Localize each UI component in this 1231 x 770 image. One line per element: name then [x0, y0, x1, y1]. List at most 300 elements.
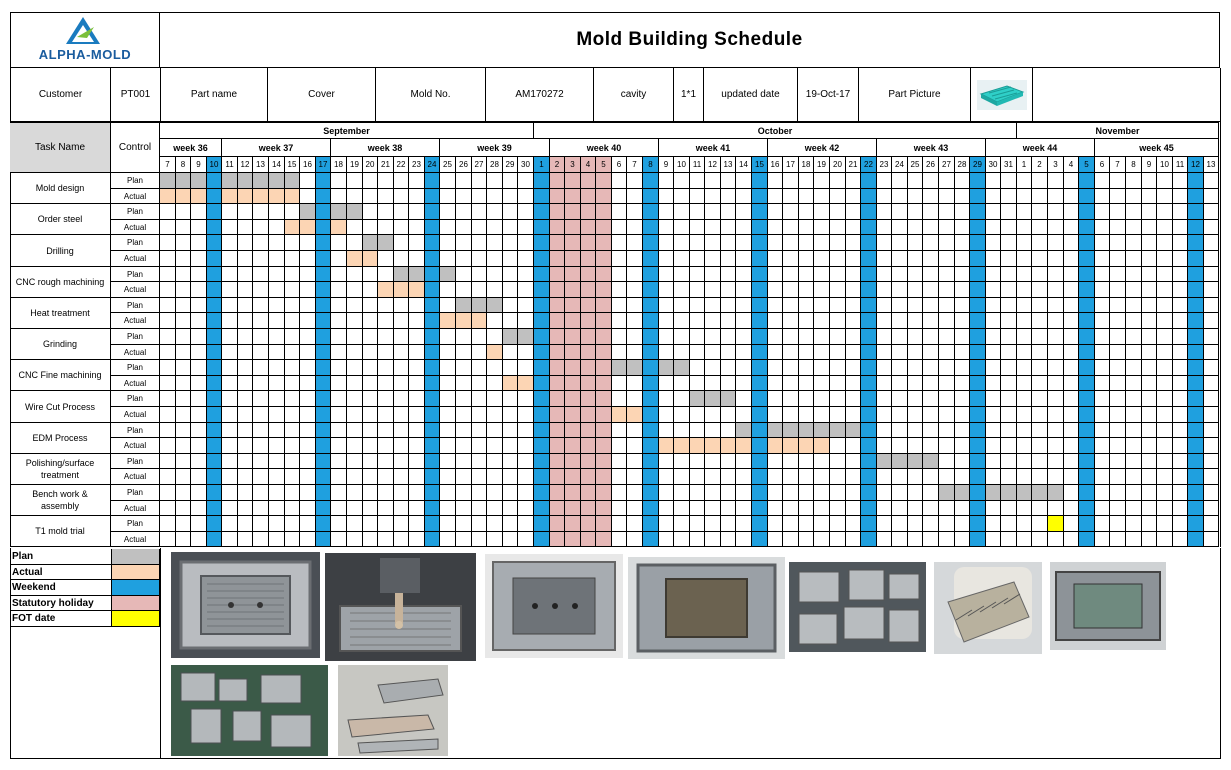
- grid-cell: [440, 360, 456, 376]
- grid-cell: [269, 454, 285, 469]
- grid-cell: [1173, 329, 1188, 345]
- grid-cell: [830, 391, 846, 407]
- grid-cell: [612, 391, 627, 407]
- grid-cell: [269, 438, 285, 454]
- grid-cell: [347, 501, 363, 516]
- grid-cell: [892, 313, 908, 329]
- plan-bar-cell: [721, 391, 736, 407]
- grid-cell: [1204, 235, 1219, 251]
- grid-cell: [581, 298, 596, 313]
- grid-cell: [160, 313, 176, 329]
- task-name: Bench work & assembly: [10, 485, 111, 516]
- grid-cell: [877, 173, 892, 189]
- mold-plate-photo: [171, 552, 320, 658]
- grid-cell: [503, 454, 518, 469]
- grid-cell: [176, 516, 191, 532]
- grid-cell: [627, 189, 643, 204]
- grid-cell: [846, 485, 861, 501]
- grid-cell: [518, 454, 534, 469]
- grid-cell: [908, 407, 923, 423]
- grid-cell: [1079, 204, 1095, 220]
- grid-cell: [207, 485, 222, 501]
- grid-cell: [1032, 391, 1048, 407]
- grid-cell: [394, 407, 409, 423]
- grid-cell: [378, 189, 394, 204]
- grid-cell: [892, 204, 908, 220]
- grid-cell: [1188, 298, 1204, 313]
- grid-cell: [721, 235, 736, 251]
- grid-cell: [176, 438, 191, 454]
- grid-cell: [690, 532, 705, 547]
- grid-cell: [409, 313, 425, 329]
- grid-cell: [970, 391, 986, 407]
- grid-cell: [892, 345, 908, 360]
- grid-cell: [1173, 532, 1188, 547]
- grid-cell: [705, 485, 721, 501]
- actual-bar-cell: [768, 438, 783, 454]
- grid-cell: [627, 485, 643, 501]
- grid-cell: [472, 345, 487, 360]
- grid-cell: [970, 267, 986, 282]
- grid-cell: [440, 173, 456, 189]
- grid-cell: [331, 313, 347, 329]
- grid-cell: [690, 469, 705, 485]
- grid-cell: [503, 235, 518, 251]
- grid-cell: [659, 204, 674, 220]
- customer-label: Customer: [10, 68, 110, 122]
- grid-cell: [1204, 220, 1219, 235]
- grid-cell: [1064, 235, 1079, 251]
- grid-cell: [440, 501, 456, 516]
- grid-cell: [627, 501, 643, 516]
- grid-cell: [363, 485, 378, 501]
- grid-cell: [1017, 298, 1032, 313]
- grid-cell: [456, 501, 472, 516]
- grid-cell: [394, 189, 409, 204]
- grid-cell: [830, 313, 846, 329]
- grid-cell: [550, 454, 565, 469]
- grid-cell: [425, 407, 440, 423]
- grid-cell: [160, 235, 176, 251]
- grid-cell: [814, 220, 830, 235]
- grid-cell: [659, 189, 674, 204]
- grid-cell: [347, 298, 363, 313]
- day-cell: 29: [970, 157, 986, 173]
- grid-cell: [970, 313, 986, 329]
- grid-cell: [331, 469, 347, 485]
- plan-bar-cell: [799, 423, 814, 438]
- grid-cell: [316, 189, 331, 204]
- grid-cell: [1188, 282, 1204, 298]
- grid-cell: [565, 267, 581, 282]
- grid-cell: [238, 407, 253, 423]
- grid-cell: [627, 173, 643, 189]
- grid-cell: [643, 189, 659, 204]
- grid-cell: [627, 282, 643, 298]
- grid-cell: [425, 532, 440, 547]
- day-cell: 2: [550, 157, 565, 173]
- grid-cell: [814, 313, 830, 329]
- grid-cell: [799, 282, 814, 298]
- grid-cell: [581, 189, 596, 204]
- grid-cell: [1001, 469, 1017, 485]
- grid-cell: [378, 267, 394, 282]
- grid-cell: [721, 485, 736, 501]
- grid-cell: [347, 345, 363, 360]
- grid-cell: [799, 360, 814, 376]
- grid-cell: [814, 376, 830, 391]
- grid-cell: [363, 282, 378, 298]
- grid-cell: [830, 516, 846, 532]
- grid-cell: [581, 329, 596, 345]
- grid-cell: [768, 360, 783, 376]
- day-cell: 23: [877, 157, 892, 173]
- grid-cell: [1188, 313, 1204, 329]
- grid-cell: [1188, 469, 1204, 485]
- grid-cell: [768, 204, 783, 220]
- plan-bar-cell: [1017, 485, 1032, 501]
- grid-cell: [1142, 469, 1157, 485]
- grid-cell: [690, 329, 705, 345]
- grid-cell: [861, 407, 877, 423]
- grid-cell: [643, 267, 659, 282]
- steel-blocks-photo: [789, 562, 926, 652]
- grid-cell: [674, 485, 690, 501]
- grid-cell: [518, 469, 534, 485]
- grid-cell: [503, 469, 518, 485]
- grid-cell: [472, 235, 487, 251]
- grid-cell: [1095, 532, 1110, 547]
- grid-cell: [1095, 376, 1110, 391]
- grid-cell: [394, 469, 409, 485]
- grid-cell: [440, 298, 456, 313]
- grid-cell: [908, 360, 923, 376]
- grid-cell: [1126, 501, 1142, 516]
- grid-cell: [612, 516, 627, 532]
- grid-cell: [1126, 438, 1142, 454]
- grid-cell: [472, 360, 487, 376]
- grid-cell: [1048, 251, 1064, 267]
- grid-cell: [503, 423, 518, 438]
- grid-cell: [316, 532, 331, 547]
- grid-cell: [581, 407, 596, 423]
- grid-cell: [347, 485, 363, 501]
- grid-cell: [440, 532, 456, 547]
- grid-cell: [799, 532, 814, 547]
- grid-cell: [846, 235, 861, 251]
- grid-cell: [487, 173, 503, 189]
- grid-cell: [970, 235, 986, 251]
- grid-cell: [363, 298, 378, 313]
- grid-cell: [830, 329, 846, 345]
- day-cell: 8: [643, 157, 659, 173]
- grid-cell: [316, 391, 331, 407]
- plan-bar-cell: [877, 454, 892, 469]
- grid-cell: [316, 220, 331, 235]
- grid-cell: [923, 438, 939, 454]
- grid-cell: [316, 407, 331, 423]
- grid-cell: [612, 532, 627, 547]
- grid-cell: [1048, 407, 1064, 423]
- grid-cell: [736, 516, 752, 532]
- grid-cell: [923, 282, 939, 298]
- grid-cell: [736, 407, 752, 423]
- grid-cell: [643, 438, 659, 454]
- grid-cell: [659, 282, 674, 298]
- grid-cell: [1142, 423, 1157, 438]
- grid-cell: [503, 438, 518, 454]
- grid-cell: [690, 485, 705, 501]
- grid-cell: [472, 516, 487, 532]
- grid-cell: [736, 235, 752, 251]
- grid-cell: [300, 376, 316, 391]
- grid-cell: [939, 469, 955, 485]
- grid-cell: [596, 485, 612, 501]
- grid-cell: [1017, 313, 1032, 329]
- grid-cell: [674, 220, 690, 235]
- grid-cell: [986, 282, 1001, 298]
- plan-bar-cell: [191, 173, 207, 189]
- grid-cell: [612, 454, 627, 469]
- part-name-value: Cover: [267, 68, 375, 122]
- grid-cell: [269, 485, 285, 501]
- grid-cell: [191, 345, 207, 360]
- grid-cell: [830, 173, 846, 189]
- day-cell: 12: [705, 157, 721, 173]
- grid-cell: [160, 423, 176, 438]
- grid-cell: [923, 298, 939, 313]
- grid-cell: [207, 438, 222, 454]
- grid-cell: [736, 298, 752, 313]
- actual-bar-cell: [191, 189, 207, 204]
- grid-cell: [316, 235, 331, 251]
- grid-cell: [253, 204, 269, 220]
- grid-cell: [581, 313, 596, 329]
- day-cell: 16: [768, 157, 783, 173]
- grid-cell: [1110, 189, 1126, 204]
- grid-cell: [565, 204, 581, 220]
- day-cell: 10: [674, 157, 690, 173]
- control-actual-label: Actual: [111, 532, 160, 547]
- grid-cell: [690, 189, 705, 204]
- grid-cell: [955, 173, 970, 189]
- grid-cell: [409, 438, 425, 454]
- grid-cell: [1110, 501, 1126, 516]
- grid-cell: [1017, 516, 1032, 532]
- grid-cell: [1017, 376, 1032, 391]
- grid-cell: [674, 501, 690, 516]
- control-actual-label: Actual: [111, 438, 160, 454]
- grid-cell: [1017, 173, 1032, 189]
- grid-cell: [752, 360, 768, 376]
- grid-cell: [705, 267, 721, 282]
- grid-cell: [1204, 501, 1219, 516]
- grid-cell: [955, 532, 970, 547]
- grid-cell: [1017, 454, 1032, 469]
- grid-cell: [176, 329, 191, 345]
- grid-cell: [892, 173, 908, 189]
- grid-cell: [1142, 220, 1157, 235]
- grid-cell: [923, 235, 939, 251]
- actual-bar-cell: [518, 376, 534, 391]
- grid-cell: [1048, 423, 1064, 438]
- control-actual-label: Actual: [111, 469, 160, 485]
- grid-cell: [534, 360, 550, 376]
- grid-cell: [565, 516, 581, 532]
- grid-cell: [690, 267, 705, 282]
- grid-cell: [160, 407, 176, 423]
- grid-cell: [378, 469, 394, 485]
- grid-cell: [612, 189, 627, 204]
- grid-cell: [425, 282, 440, 298]
- grid-cell: [659, 485, 674, 501]
- task-name: Polishing/surface treatment: [10, 454, 111, 485]
- grid-cell: [1173, 501, 1188, 516]
- control-plan-label: Plan: [111, 423, 160, 438]
- grid-cell: [347, 329, 363, 345]
- grid-cell: [331, 485, 347, 501]
- grid-cell: [830, 189, 846, 204]
- grid-cell: [1110, 469, 1126, 485]
- grid-cell: [970, 516, 986, 532]
- grid-cell: [378, 454, 394, 469]
- grid-cell: [846, 532, 861, 547]
- grid-cell: [565, 329, 581, 345]
- actual-bar-cell: [799, 438, 814, 454]
- grid-cell: [316, 329, 331, 345]
- grid-cell: [674, 235, 690, 251]
- grid-cell: [518, 251, 534, 267]
- grid-cell: [176, 298, 191, 313]
- grid-cell: [768, 282, 783, 298]
- grid-cell: [705, 313, 721, 329]
- actual-bar-cell: [503, 376, 518, 391]
- grid-cell: [799, 469, 814, 485]
- grid-cell: [238, 516, 253, 532]
- grid-cell: [253, 267, 269, 282]
- day-cell: 24: [425, 157, 440, 173]
- day-cell: 21: [378, 157, 394, 173]
- grid-cell: [331, 173, 347, 189]
- grid-cell: [752, 235, 768, 251]
- grid-cell: [331, 298, 347, 313]
- grid-cell: [596, 298, 612, 313]
- grid-cell: [923, 485, 939, 501]
- grid-cell: [550, 220, 565, 235]
- grid-cell: [799, 345, 814, 360]
- grid-cell: [1157, 220, 1173, 235]
- plan-bar-cell: [409, 267, 425, 282]
- grid-cell: [1126, 220, 1142, 235]
- grid-cell: [627, 438, 643, 454]
- grid-cell: [487, 235, 503, 251]
- grid-cell: [1048, 454, 1064, 469]
- grid-cell: [986, 251, 1001, 267]
- grid-cell: [550, 235, 565, 251]
- grid-cell: [176, 532, 191, 547]
- grid-cell: [253, 469, 269, 485]
- grid-cell: [1188, 360, 1204, 376]
- grid-cell: [1001, 313, 1017, 329]
- plan-bar-cell: [222, 173, 238, 189]
- grid-cell: [487, 282, 503, 298]
- grid-cell: [238, 235, 253, 251]
- grid-cell: [269, 501, 285, 516]
- grid-cell: [176, 204, 191, 220]
- grid-cell: [347, 173, 363, 189]
- grid-cell: [487, 189, 503, 204]
- grid-cell: [518, 189, 534, 204]
- grid-cell: [253, 235, 269, 251]
- grid-cell: [1188, 345, 1204, 360]
- day-cell: 5: [1079, 157, 1095, 173]
- grid-cell: [160, 516, 176, 532]
- grid-cell: [955, 454, 970, 469]
- grid-cell: [518, 532, 534, 547]
- grid-cell: [472, 469, 487, 485]
- grid-cell: [939, 360, 955, 376]
- grid-cell: [440, 516, 456, 532]
- grid-cell: [456, 360, 472, 376]
- grid-cell: [440, 251, 456, 267]
- grid-cell: [752, 423, 768, 438]
- grid-cell: [1188, 438, 1204, 454]
- grid-cell: [877, 345, 892, 360]
- day-cell: 25: [908, 157, 923, 173]
- week-header: week 40: [550, 139, 659, 157]
- grid-cell: [316, 469, 331, 485]
- grid-cell: [518, 282, 534, 298]
- grid-cell: [1204, 376, 1219, 391]
- grid-cell: [207, 376, 222, 391]
- grid-cell: [1032, 376, 1048, 391]
- grid-cell: [1001, 360, 1017, 376]
- grid-cell: [986, 454, 1001, 469]
- grid-cell: [487, 438, 503, 454]
- task-name: CNC rough machining: [10, 267, 111, 298]
- grid-cell: [565, 532, 581, 547]
- grid-cell: [1110, 391, 1126, 407]
- grid-cell: [690, 173, 705, 189]
- task-name: Order steel: [10, 204, 111, 235]
- grid-cell: [643, 204, 659, 220]
- grid-cell: [238, 298, 253, 313]
- control-plan-label: Plan: [111, 204, 160, 220]
- grid-cell: [550, 360, 565, 376]
- grid-cell: [440, 485, 456, 501]
- grid-cell: [1064, 469, 1079, 485]
- grid-cell: [1095, 454, 1110, 469]
- grid-cell: [316, 516, 331, 532]
- grid-cell: [986, 298, 1001, 313]
- grid-cell: [627, 298, 643, 313]
- grid-cell: [487, 407, 503, 423]
- grid-cell: [830, 204, 846, 220]
- grid-cell: [550, 391, 565, 407]
- grid-cell: [627, 235, 643, 251]
- grid-cell: [1173, 235, 1188, 251]
- legend-label: FOT date: [10, 611, 112, 627]
- grid-cell: [736, 376, 752, 391]
- grid-cell: [207, 220, 222, 235]
- grid-cell: [1110, 267, 1126, 282]
- actual-bar-cell: [285, 220, 300, 235]
- grid-cell: [721, 501, 736, 516]
- grid-cell: [892, 485, 908, 501]
- grid-cell: [456, 423, 472, 438]
- grid-cell: [1032, 282, 1048, 298]
- grid-cell: [955, 501, 970, 516]
